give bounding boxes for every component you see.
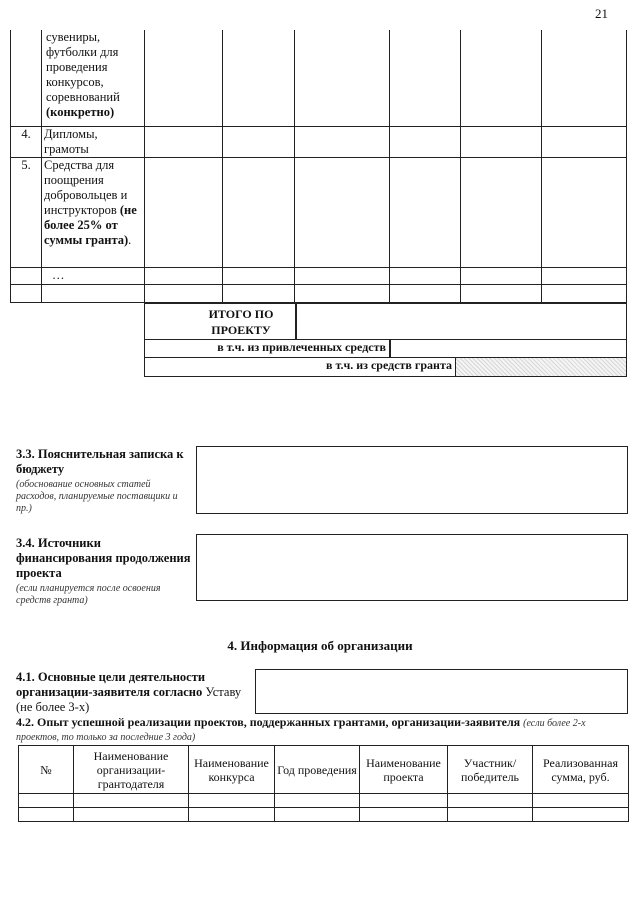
page-number: 21	[595, 6, 608, 21]
budget-row-number	[11, 30, 42, 126]
budget-row-item	[42, 157, 145, 267]
budget-cell[interactable]	[145, 157, 223, 267]
budget-table	[10, 30, 627, 303]
section-3-4	[16, 536, 192, 607]
grants-header-year: Год проведения	[275, 746, 360, 794]
grants-cell[interactable]	[275, 794, 360, 808]
section-3-3-note: (обоснование основных статей расходов, планируемые поставщики и пр.)	[16, 479, 178, 514]
grants-cell[interactable]	[448, 794, 533, 808]
budget-row-item	[42, 284, 145, 302]
grants-cell[interactable]	[448, 808, 533, 822]
attracted-label-cell	[144, 339, 391, 358]
grants-cell[interactable]	[189, 808, 275, 822]
section-3-4-title: 3.4. Источники финансирования продолжения проекта	[16, 536, 191, 580]
budget-row	[11, 157, 627, 267]
budget-cell[interactable]	[461, 267, 542, 284]
budget-cell[interactable]	[223, 267, 295, 284]
budget-cell[interactable]	[145, 284, 223, 302]
budget-row-number: 5.	[11, 157, 42, 267]
budget-cell[interactable]	[390, 157, 461, 267]
budget-cell[interactable]	[295, 157, 390, 267]
budget-cell[interactable]	[542, 157, 627, 267]
grants-header-contest: Наименование конкурса	[189, 746, 275, 794]
grants-row	[19, 808, 629, 822]
budget-row	[11, 267, 627, 284]
grants-table	[18, 745, 629, 822]
budget-row-number: 4.	[11, 126, 42, 157]
grants-cell[interactable]	[19, 794, 74, 808]
section-4-1-tail-note: (не более 3-х)	[16, 700, 90, 714]
budget-row-item-bold: (конкретно)	[46, 105, 115, 119]
budget-row-item-tail: .	[128, 232, 132, 247]
grants-cell[interactable]	[74, 808, 189, 822]
section-4-1-tail: Уставу	[205, 685, 242, 699]
budget-cell[interactable]	[542, 267, 627, 284]
budget-cell[interactable]	[295, 284, 390, 302]
grants-header-number: №	[19, 746, 74, 794]
budget-cell[interactable]	[295, 267, 390, 284]
grants-cell[interactable]	[533, 794, 629, 808]
budget-row-number	[11, 267, 42, 284]
grants-cell[interactable]	[275, 808, 360, 822]
grants-cell[interactable]	[360, 794, 448, 808]
budget-cell[interactable]	[390, 126, 461, 157]
grant-value-cell[interactable]	[455, 357, 627, 377]
budget-row-item: …	[42, 267, 145, 284]
budget-explanation-field[interactable]	[196, 446, 628, 514]
budget-cell[interactable]	[461, 126, 542, 157]
budget-cell[interactable]	[542, 126, 627, 157]
grants-header-row	[19, 746, 629, 794]
budget-cell[interactable]	[295, 30, 390, 126]
grants-cell[interactable]	[19, 808, 74, 822]
budget-cell[interactable]	[145, 126, 223, 157]
grants-header-project: Наименование проекта	[360, 746, 448, 794]
budget-cell[interactable]	[542, 30, 627, 126]
total-label-cell	[144, 303, 297, 340]
total-value-cell[interactable]	[295, 303, 627, 340]
section-4-heading: 4. Информация об организации	[227, 638, 413, 653]
budget-row-item: Дипломы, грамоты	[42, 126, 145, 157]
attracted-label: в т.ч. из привлеченных средств	[217, 340, 386, 354]
budget-cell[interactable]	[461, 157, 542, 267]
grants-row	[19, 794, 629, 808]
grants-header-participant: Участник/ победитель	[448, 746, 533, 794]
budget-row	[11, 284, 627, 302]
budget-row-item-bold: (не более 25% от суммы гранта)	[44, 202, 137, 247]
budget-row-item	[42, 30, 145, 126]
grants-cell[interactable]	[189, 794, 275, 808]
budget-cell[interactable]	[542, 284, 627, 302]
budget-row	[11, 126, 627, 157]
budget-row	[11, 30, 627, 126]
budget-cell[interactable]	[390, 30, 461, 126]
section-4-2-note: (если более 2-х проектов, то только за последние 3 года)	[16, 718, 586, 743]
grant-label: в т.ч. из средств гранта	[326, 358, 452, 372]
budget-cell[interactable]	[295, 126, 390, 157]
grants-cell[interactable]	[360, 808, 448, 822]
grant-label-cell	[144, 357, 457, 377]
section-3-4-note: (если планируется после освоения средств гранта)	[16, 583, 161, 606]
budget-cell[interactable]	[145, 30, 223, 126]
budget-row-item-text: Средства для поощрения добровольцев и инструкторов	[44, 157, 128, 217]
budget-cell[interactable]	[223, 30, 295, 126]
grants-header-amount: Реализованная сумма, руб.	[533, 746, 629, 794]
organization-goals-field[interactable]	[255, 669, 628, 714]
grants-cell[interactable]	[74, 794, 189, 808]
funding-sources-field[interactable]	[196, 534, 628, 601]
budget-cell[interactable]	[461, 284, 542, 302]
budget-cell[interactable]	[223, 284, 295, 302]
section-3-3	[16, 447, 192, 515]
section-4-2	[16, 716, 626, 744]
budget-cell[interactable]	[145, 267, 223, 284]
section-4-2-title: 4.2. Опыт успешной реализации проектов, поддержанных грантами, организации-заявителя	[16, 715, 521, 729]
budget-row-item-text: сувениры, футболки для проведения конкурсов, соревнований	[46, 30, 120, 104]
budget-cell[interactable]	[223, 126, 295, 157]
budget-cell[interactable]	[223, 157, 295, 267]
grants-cell[interactable]	[533, 808, 629, 822]
section-4-1	[16, 670, 256, 715]
attracted-value-cell[interactable]	[389, 339, 627, 358]
grants-header-grantor: Наименование организации-грантодателя	[74, 746, 189, 794]
budget-row-number	[11, 284, 42, 302]
budget-cell[interactable]	[461, 30, 542, 126]
section-3-3-title: 3.3. Пояснительная записка к бюджету	[16, 447, 184, 476]
section-4-1-title: 4.1. Основные цели деятельности организации-заявителя согласно	[16, 670, 206, 699]
total-label: ИТОГО ПО ПРОЕКТУ	[208, 307, 274, 337]
budget-cell[interactable]	[390, 284, 461, 302]
budget-cell[interactable]	[390, 267, 461, 284]
